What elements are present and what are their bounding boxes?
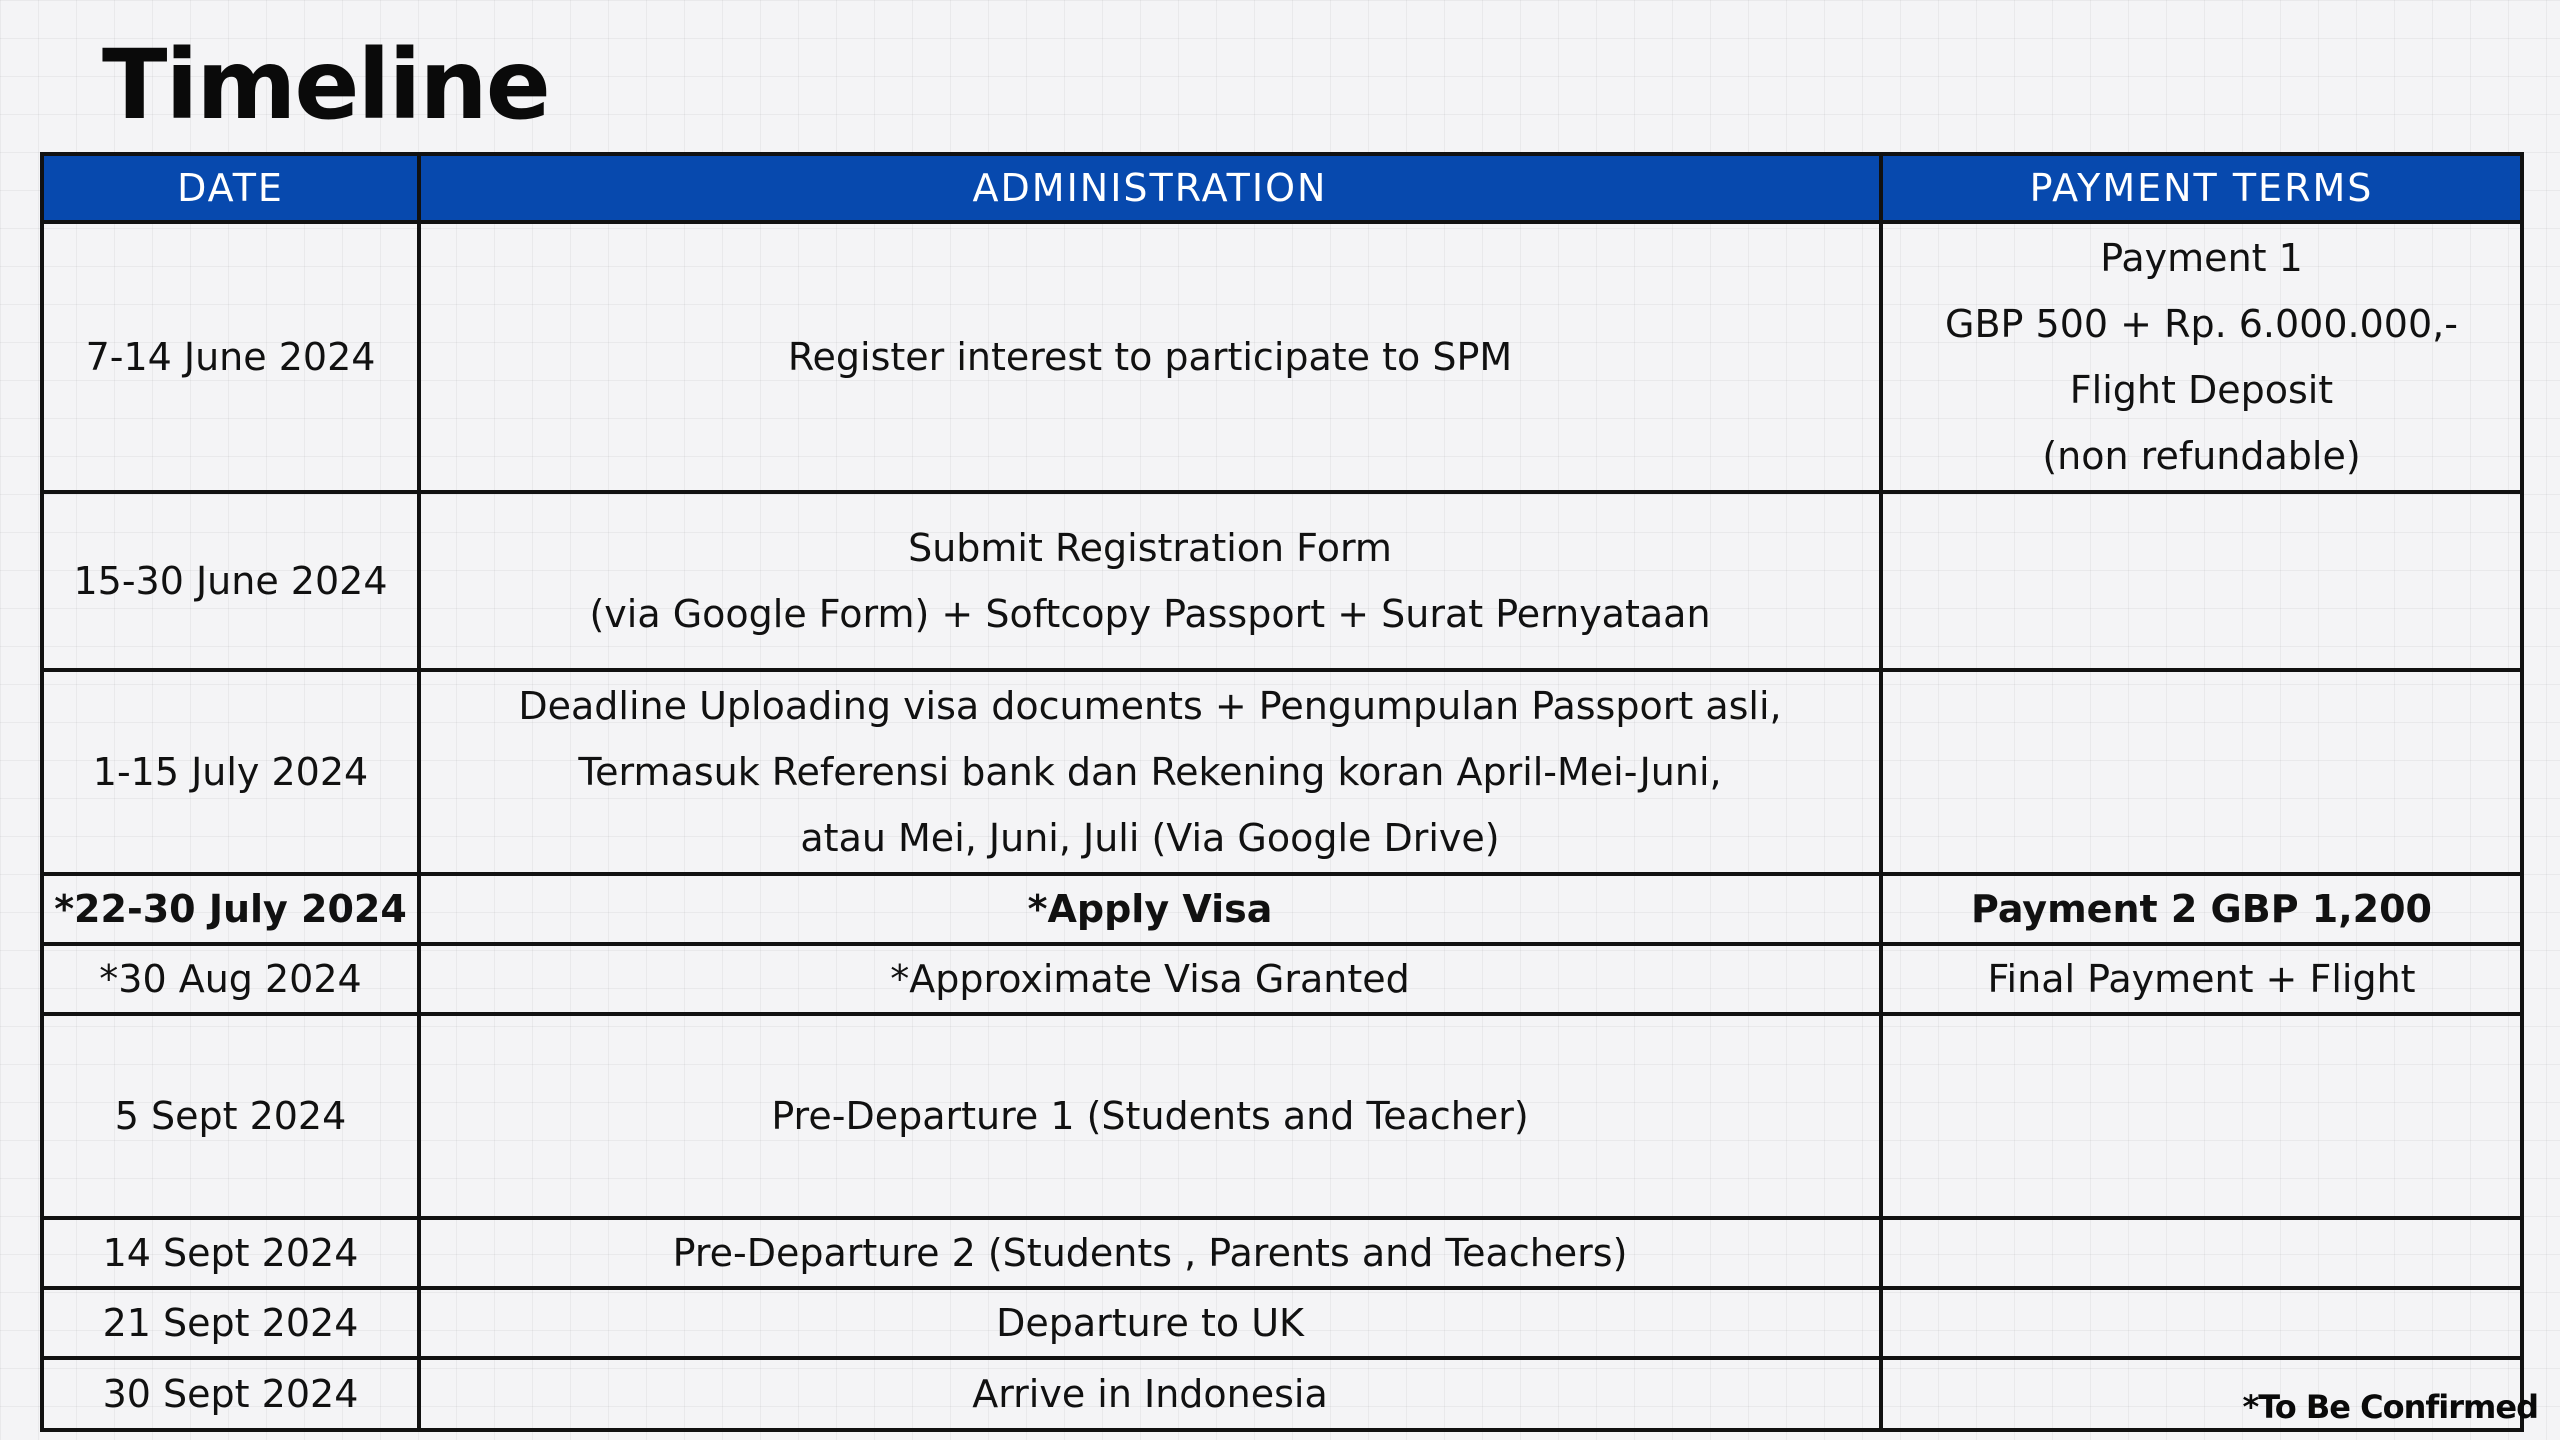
timeline-table [40, 152, 2524, 1432]
table-row [42, 1014, 2522, 1218]
table-header-row [42, 154, 2522, 222]
cell-payment-terms [1881, 944, 2522, 1014]
cell-date: 1-15 July 2024 [42, 670, 419, 874]
table-row [42, 1218, 2522, 1288]
admin-line: Pre-Departure 2 (Students , Parents and Teachers) [672, 1231, 1628, 1275]
cell-administration [419, 1014, 1881, 1218]
admin-line: Register interest to participate to SPM [787, 335, 1513, 379]
table-row [42, 670, 2522, 874]
cell-date: *22-30 July 2024 [42, 874, 419, 944]
admin-line: Deadline Uploading visa documents + Pengumpulan Passport asli, [518, 684, 1782, 728]
admin-line: Termasuk Referensi bank dan Rekening koran April-Mei-Juni, [578, 750, 1722, 794]
table-row [42, 222, 2522, 492]
cell-administration [419, 670, 1881, 874]
table-row [42, 492, 2522, 670]
cell-payment-terms [1881, 670, 2522, 874]
payment-line: GBP 500 + Rp. 6.000.000,- [1945, 302, 2458, 346]
cell-administration [419, 1218, 1881, 1288]
table-row [42, 1358, 2522, 1430]
column-header-administration: ADMINISTRATION [419, 154, 1881, 222]
admin-line: *Apply Visa [1027, 887, 1273, 931]
payment-line: Final Payment + Flight [1987, 957, 2416, 1001]
admin-line: (via Google Form) + Softcopy Passport + Surat Pernyataan [589, 592, 1711, 636]
cell-payment-terms [1881, 1218, 2522, 1288]
cell-date: *30 Aug 2024 [42, 944, 419, 1014]
cell-date: 21 Sept 2024 [42, 1288, 419, 1358]
cell-administration [419, 1288, 1881, 1358]
cell-administration [419, 874, 1881, 944]
payment-line: Flight Deposit [2069, 368, 2334, 412]
cell-payment-terms [1881, 1014, 2522, 1218]
cell-date: 7-14 June 2024 [42, 222, 419, 492]
admin-line: Submit Registration Form [908, 526, 1392, 570]
cell-administration [419, 944, 1881, 1014]
cell-administration [419, 222, 1881, 492]
page-title: Timeline [102, 29, 549, 141]
cell-payment-terms [1881, 1288, 2522, 1358]
column-header-date: DATE [42, 154, 419, 222]
cell-payment-terms [1881, 222, 2522, 492]
cell-administration [419, 1358, 1881, 1430]
cell-date: 15-30 June 2024 [42, 492, 419, 670]
admin-line: atau Mei, Juni, Juli (Via Google Drive) [800, 816, 1500, 860]
cell-payment-terms [1881, 492, 2522, 670]
footnote: *To Be Confirmed [2242, 1388, 2538, 1426]
table-row [42, 874, 2522, 944]
payment-line: Payment 2 GBP 1,200 [1971, 887, 2432, 931]
admin-line: Departure to UK [996, 1301, 1304, 1345]
table-row [42, 1288, 2522, 1358]
cell-administration [419, 492, 1881, 670]
admin-line: *Approximate Visa Granted [890, 957, 1410, 1001]
admin-line: Pre-Departure 1 (Students and Teacher) [771, 1094, 1529, 1138]
table-row [42, 944, 2522, 1014]
cell-date: 5 Sept 2024 [42, 1014, 419, 1218]
admin-line: Arrive in Indonesia [972, 1372, 1328, 1416]
cell-date: 14 Sept 2024 [42, 1218, 419, 1288]
cell-payment-terms [1881, 874, 2522, 944]
cell-date: 30 Sept 2024 [42, 1358, 419, 1430]
payment-line: Payment 1 [2100, 236, 2303, 280]
payment-line: (non refundable) [2042, 434, 2361, 478]
column-header-payment-terms: PAYMENT TERMS [1881, 154, 2522, 222]
